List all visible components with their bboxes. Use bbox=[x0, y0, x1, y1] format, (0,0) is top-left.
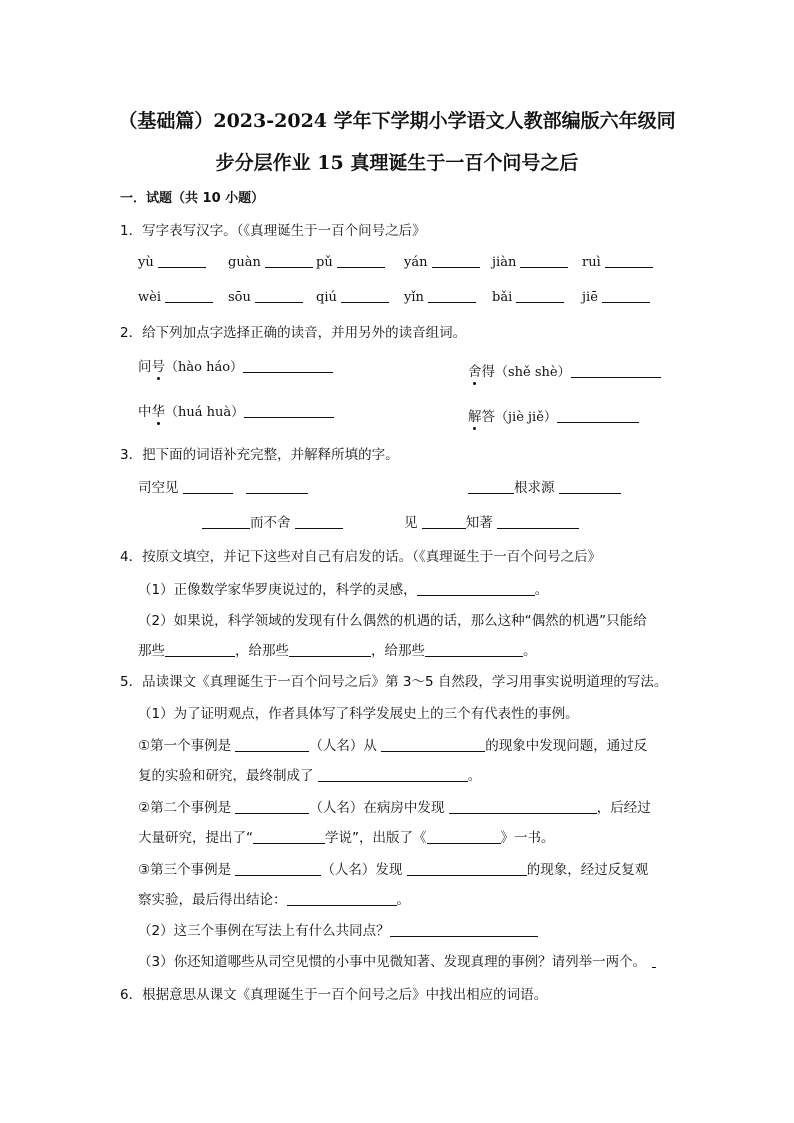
q2-item-4: 解答（jiè jiě） bbox=[468, 405, 639, 425]
q1-answer-blank[interactable] bbox=[428, 288, 476, 303]
section-header: 一．试题（共 10 小题） bbox=[120, 191, 265, 206]
q1-pinyin-1: yù bbox=[138, 253, 206, 270]
q5-example-3-line-1: ③第三个事例是 （人名）发现 的现象，经过反复观 bbox=[138, 862, 649, 878]
q1-pinyin-8: sōu bbox=[228, 288, 303, 305]
q5-example-3-line-2: 察实验，最后得出结论： 。 bbox=[138, 892, 410, 908]
q1-answer-blank[interactable] bbox=[158, 253, 206, 268]
q5-example-1-line-2: 复的实验和研究，最终制成了 。 bbox=[138, 768, 482, 784]
q3-explain-blank[interactable] bbox=[559, 479, 621, 494]
q5-fill-blank[interactable] bbox=[407, 861, 527, 876]
q5-fill-blank[interactable] bbox=[253, 829, 325, 844]
q1-pinyin-5: jiàn bbox=[492, 253, 568, 270]
q2-item-1: 问号（hào háo） bbox=[138, 355, 333, 375]
q2-answer-blank[interactable] bbox=[557, 408, 639, 423]
q5-fill-blank[interactable] bbox=[449, 799, 597, 814]
q3-fill-blank[interactable] bbox=[422, 514, 466, 529]
q3-explain-blank[interactable] bbox=[497, 514, 579, 529]
q1-answer-blank[interactable] bbox=[341, 288, 389, 303]
q5-example-1-line-1: ①第一个事例是 （人名）从 的现象中发现问题，通过反 bbox=[138, 738, 648, 754]
q1-answer-blank[interactable] bbox=[337, 253, 385, 268]
q2-answer-blank[interactable] bbox=[244, 403, 334, 418]
q5-fill-blank[interactable] bbox=[235, 861, 321, 876]
q4-fill-blank[interactable] bbox=[425, 642, 523, 657]
q3-idiom-1: 司空见 bbox=[138, 476, 308, 496]
q5-example-2-line-2: 大量研究，提出了“ 学说”，出版了《 》一书。 bbox=[138, 830, 555, 846]
q1-answer-blank[interactable] bbox=[255, 288, 303, 303]
q2-item-3: 中华（huá huà） bbox=[138, 400, 334, 420]
q3-idiom-2: 根求源 bbox=[468, 476, 621, 496]
question-5-stem: 5．品读课文《真理诞生于一百个问号之后》第 3～5 自然段，学习用事实说明道理的写法。 bbox=[120, 674, 668, 690]
q4-part-1: （1）正像数学家华罗庚说过的，科学的灵感， 。 bbox=[138, 582, 549, 598]
q5-example-2-line-1: ②第二个事例是 （人名）在病房中发现 ，后经过 bbox=[138, 800, 651, 816]
q4-fill-blank[interactable] bbox=[417, 581, 535, 596]
q4-fill-blank[interactable] bbox=[165, 642, 235, 657]
q1-answer-blank[interactable] bbox=[516, 288, 564, 303]
q5-fill-blank[interactable] bbox=[287, 891, 397, 906]
q1-pinyin-9: qiú bbox=[316, 288, 389, 305]
q3-explain-blank[interactable] bbox=[246, 479, 308, 494]
q1-pinyin-3: pǔ bbox=[316, 253, 385, 270]
q1-answer-blank[interactable] bbox=[165, 288, 213, 303]
q1-pinyin-4: yán bbox=[404, 253, 480, 270]
q1-pinyin-10: yǐn bbox=[404, 288, 476, 305]
question-1-stem: 1．写字表写汉字。（《真理诞生于一百个问号之后》 bbox=[120, 223, 426, 239]
q1-pinyin-7: wèi bbox=[138, 288, 213, 305]
q1-answer-blank[interactable] bbox=[432, 253, 480, 268]
q5-fill-blank[interactable] bbox=[235, 799, 309, 814]
q3-idiom-3: 而不舍 bbox=[202, 511, 343, 531]
q1-pinyin-12: jiē bbox=[582, 288, 650, 305]
question-2-stem: 2．给下列加点字选择正确的读音，并用另外的读音组词。 bbox=[120, 325, 467, 341]
q1-pinyin-6: ruì bbox=[582, 253, 653, 270]
q2-item-2: 舍得（shě shè） bbox=[468, 360, 661, 380]
q2-answer-blank[interactable] bbox=[243, 358, 333, 373]
q5-fill-blank[interactable] bbox=[381, 737, 485, 752]
q1-answer-blank[interactable] bbox=[520, 253, 568, 268]
q5-part-3: （3）你还知道哪些从司空见惯的小事中见微知著、发现真理的事例？请列举一两个。 bbox=[138, 950, 656, 970]
question-4-stem: 4．按原文填空，并记下这些对自己有启发的话。（《真理诞生于一百个问号之后》 bbox=[120, 549, 602, 565]
q1-answer-blank[interactable] bbox=[605, 253, 653, 268]
q4-part-2-line-1: （2）如果说，科学领域的发现有什么偶然的机遇的话，那么这种“偶然的机遇”只能给 bbox=[138, 613, 647, 629]
q5-answer-blank[interactable] bbox=[390, 922, 538, 937]
title-line-2: 步分层作业 15 真理诞生于一百个问号之后 bbox=[215, 152, 579, 174]
q3-fill-blank[interactable] bbox=[468, 479, 514, 494]
q5-fill-blank[interactable] bbox=[318, 767, 468, 782]
q1-answer-blank[interactable] bbox=[602, 288, 650, 303]
q4-fill-blank[interactable] bbox=[289, 642, 371, 657]
q2-answer-blank[interactable] bbox=[571, 363, 661, 378]
q5-part-2: （2）这三个事例在写法上有什么共同点？ bbox=[138, 919, 538, 939]
q1-answer-blank[interactable] bbox=[265, 253, 313, 268]
q4-part-2-line-2: 那些 ，给那些 ，给那些 。 bbox=[138, 643, 537, 659]
title-line-1: （基础篇）2023-2024 学年下学期小学语文人教部编版六年级同 bbox=[118, 110, 676, 132]
q3-fill-blank[interactable] bbox=[183, 479, 233, 494]
q5-answer-blank[interactable] bbox=[652, 953, 656, 968]
q3-fill-blank[interactable] bbox=[202, 514, 250, 529]
question-6-stem: 6．根据意思从课文《真理诞生于一百个问号之后》中找出相应的词语。 bbox=[120, 987, 548, 1003]
question-3-stem: 3．把下面的词语补充完整，并解释所填的字。 bbox=[120, 447, 399, 463]
q1-pinyin-2: guàn bbox=[228, 253, 313, 270]
q3-idiom-4: 见 知著 bbox=[404, 511, 579, 531]
q5-fill-blank[interactable] bbox=[235, 737, 309, 752]
q5-fill-blank[interactable] bbox=[427, 829, 501, 844]
q1-pinyin-11: bǎi bbox=[492, 288, 564, 305]
q5-part-1: （1）为了证明观点，作者具体写了科学发展史上的三个有代表性的事例。 bbox=[138, 706, 579, 722]
q3-explain-blank[interactable] bbox=[295, 514, 343, 529]
